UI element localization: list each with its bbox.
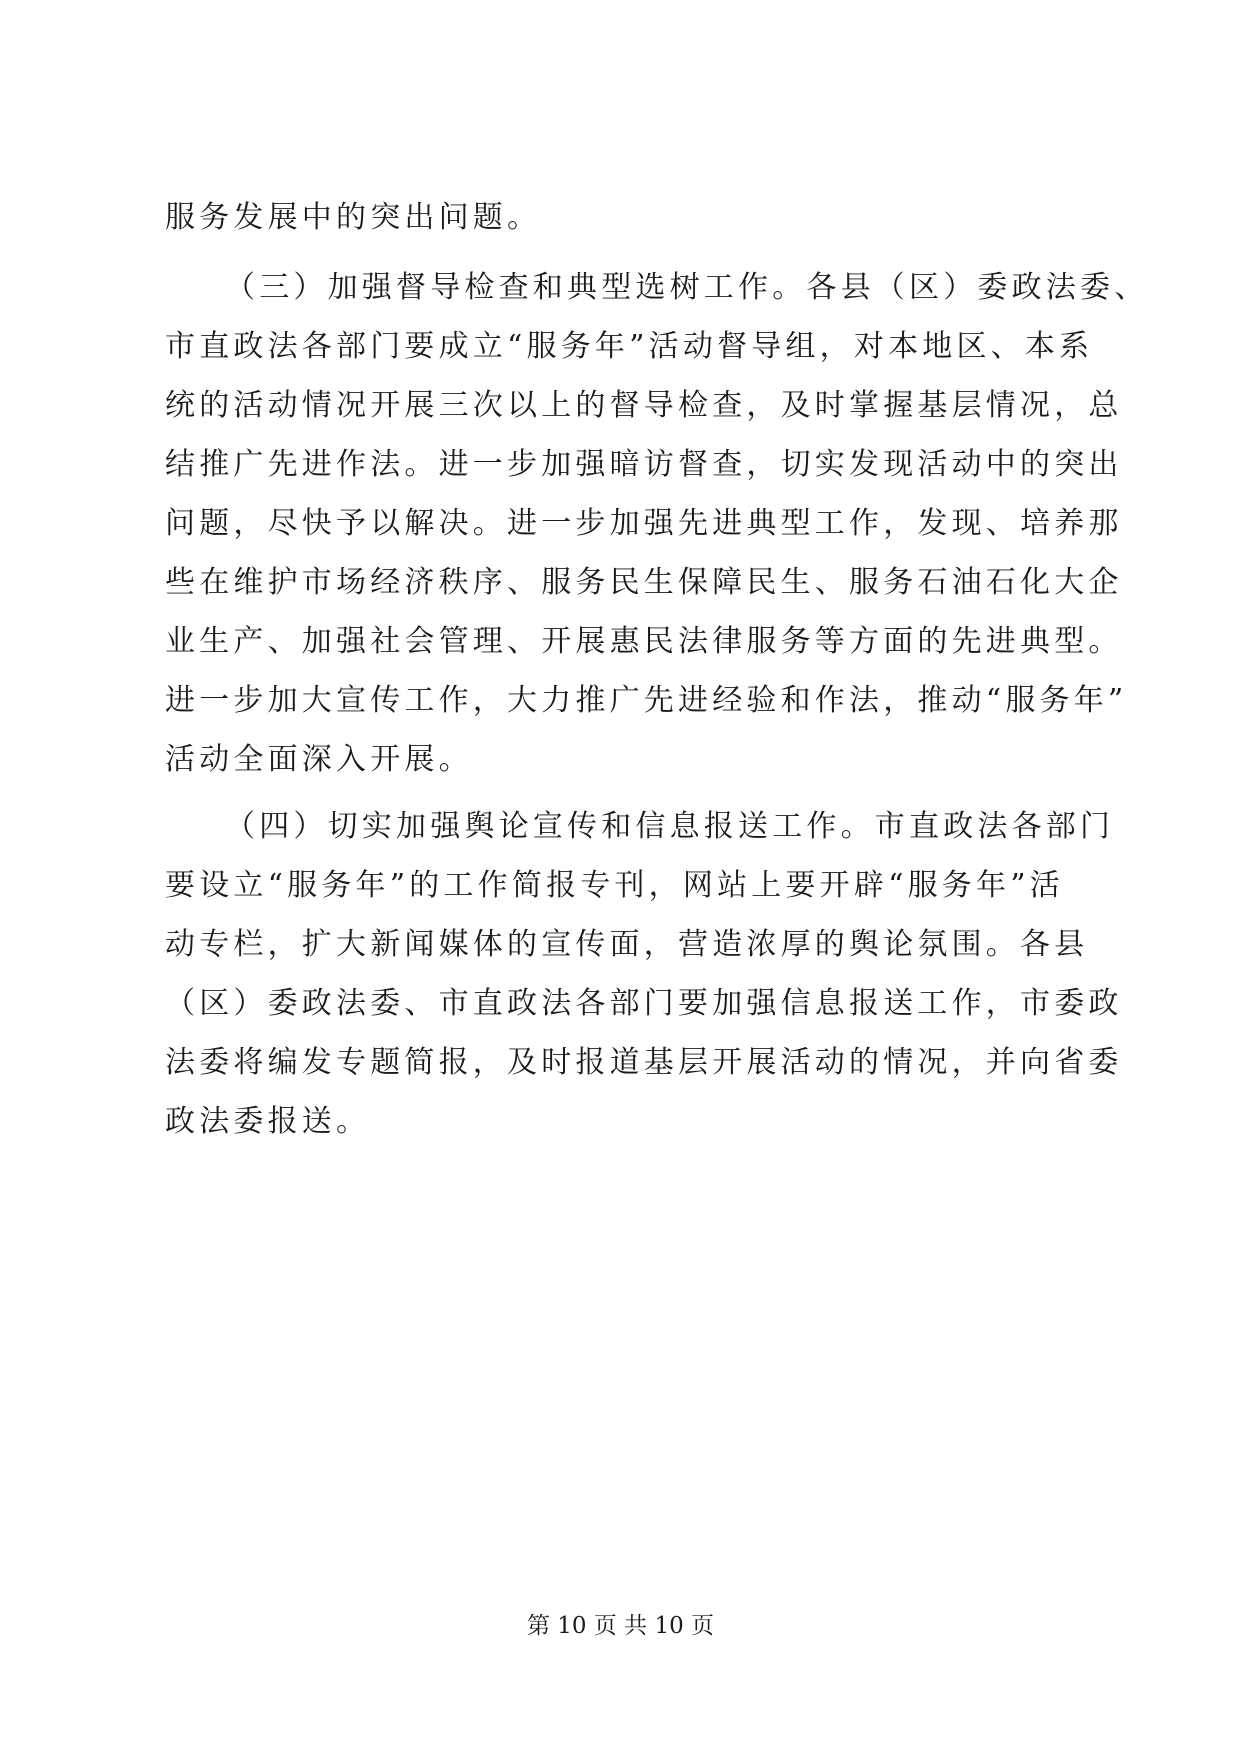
body-text-line: 政法委报送。 xyxy=(165,1104,371,1139)
body-text-line: 法委将编发专题简报，及时报道基层开展活动的情况，并向省委 xyxy=(165,1045,1123,1080)
body-text-line: （区）委政法委、市直政法各部门要加强信息报送工作，市委政 xyxy=(165,986,1123,1021)
body-text-line: （四）切实加强舆论宣传和信息报送工作。市直政法各部门 xyxy=(225,809,1115,844)
page-number-footer: 第 10 页 共 10 页 xyxy=(526,1613,715,1639)
body-text-line: 活动全面深入开展。 xyxy=(165,742,473,777)
body-text-line: 业生产、加强社会管理、开展惠民法律服务等方面的先进典型。 xyxy=(165,624,1123,659)
body-text-line: 进一步加大宣传工作，大力推广先进经验和作法，推动“服务年” xyxy=(165,683,1128,718)
body-text-line: 问题，尽快予以解决。进一步加强先进典型工作，发现、培养那 xyxy=(165,506,1123,541)
body-text-line: （三）加强督导检查和典型选树工作。各县（区）委政法委、 xyxy=(225,270,1149,305)
body-text-line: 结推广先进作法。进一步加强暗访督查，切实发现活动中的突出 xyxy=(165,447,1123,482)
body-text-line: 服务发展中的突出问题。 xyxy=(165,200,542,235)
body-text-line: 些在维护市场经济秩序、服务民生保障民生、服务石油石化大企 xyxy=(165,565,1123,600)
body-text-line: 统的活动情况开展三次以上的督导检查，及时掌握基层情况，总 xyxy=(165,388,1123,423)
body-text-line: 市直政法各部门要成立“服务年”活动督导组，对本地区、本系 xyxy=(165,329,1094,364)
body-text-line: 要设立“服务年”的工作简报专刊，网站上要开辟“服务年”活 xyxy=(165,868,1064,903)
body-text-line: 动专栏，扩大新闻媒体的宣传面，营造浓厚的舆论氛围。各县 xyxy=(165,927,1089,962)
